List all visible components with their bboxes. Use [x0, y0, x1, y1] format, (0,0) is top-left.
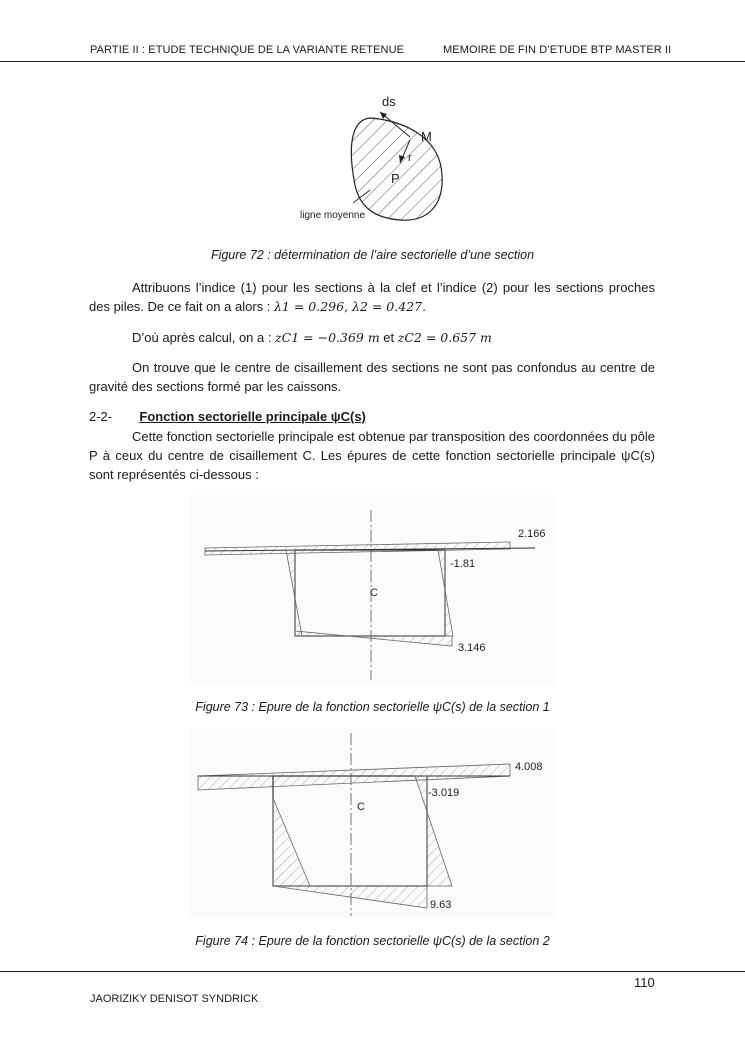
footer-rule [0, 971, 745, 972]
para1-text: Attribuons l’indice (1) pour les sections à la clef et l’indice (2) pour les sections proches des piles. De ce fait on a alors : [89, 280, 655, 314]
figure-72 [290, 90, 460, 230]
r-label: r [408, 152, 412, 164]
label-3146: 3.146 [458, 642, 486, 654]
label-2166: 2.166 [518, 528, 546, 540]
section-title: Fonction sectorielle principale ψC(s) [139, 409, 366, 424]
ligne-moyenne-label: ligne moyenne [300, 210, 366, 221]
figure-73 [190, 495, 555, 685]
para2-mid: et [379, 330, 398, 345]
label-963: 9.63 [430, 899, 452, 911]
page-number: 110 [634, 975, 655, 990]
label-181: -1.81 [450, 558, 476, 570]
para2-prefix: D’où après calcul, on a : [132, 330, 276, 345]
header-rule [0, 61, 745, 62]
paragraph-shear-centre: On trouve que le centre de cisaillement des sections ne sont pas confondus au centre de gravité des sections formé par les caissons. [89, 360, 655, 394]
paragraph-results [89, 328, 655, 347]
label-3019: -3.019 [428, 787, 460, 799]
zc1: zC1 = −0.369 m [275, 330, 380, 345]
figure-74 [190, 728, 555, 918]
lambda2: λ2 = 0.427. [352, 299, 427, 314]
header-left: PARTIE II : ETUDE TECHNIQUE DE LA VARIANTE RETENUE [90, 44, 405, 56]
zc2: zC2 = 0.657 m [397, 330, 492, 345]
paragraph-indices [89, 278, 655, 316]
section-number: 2-2- [89, 409, 113, 424]
p-label: P [391, 171, 400, 186]
figure-74-caption: Figure 74 : Epure de la fonction sectorielle ψC(s) de la section 2 [195, 934, 550, 948]
label-C: C [370, 587, 378, 599]
section-body: Cette fonction sectorielle principale est obtenue par transposition des coordonnées du pôle P à ceux du centre de cisaillement C. Les épures de cette fonction sectorielle principale ψC(s) sont représentés ci-dessous : [89, 429, 655, 482]
section-heading [89, 407, 655, 426]
m-label: M [421, 129, 432, 144]
footer-author: JAORIZIKY DENISOT SYNDRICK [90, 993, 259, 1005]
figure-73-caption: Figure 73 : Epure de la fonction sectorielle ψC(s) de la section 1 [195, 700, 550, 714]
lambda1: λ1 = 0.296, [273, 299, 353, 314]
header-right: MEMOIRE DE FIN D’ETUDE BTP MASTER II [443, 44, 672, 56]
ds-label: ds [382, 94, 396, 109]
label-C: C [357, 801, 365, 813]
figure-72-caption: Figure 72 : détermination de l’aire sectorielle d’une section [210, 248, 535, 262]
label-4008: 4.008 [515, 761, 543, 773]
